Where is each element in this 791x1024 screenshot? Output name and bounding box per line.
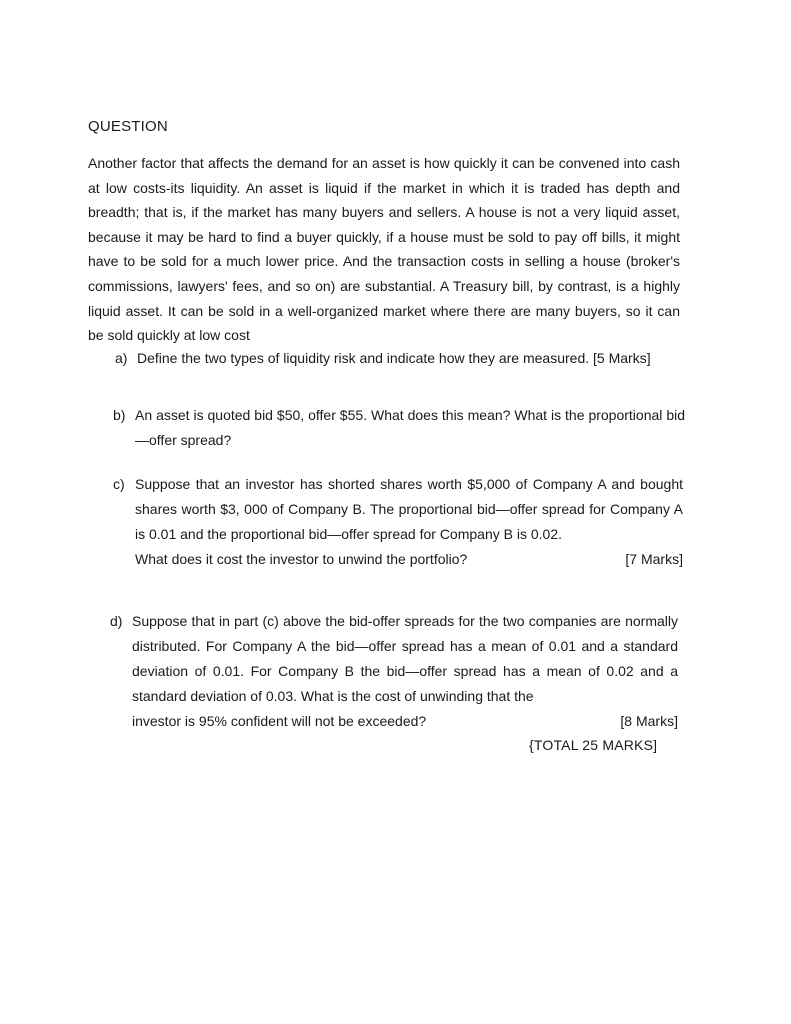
question-a-letter: a): [115, 350, 128, 366]
question-d-text: Suppose that in part (c) above the bid-offer spreads for the two companies are normally distributed. For Company A the bid—offer spread has a mean of 0.01 and a standard deviation of 0.01. For Company B the bid—offer spread has a mean of 0.02 and a standard deviation of 0.03. What is the cost of unwinding that the: [132, 613, 678, 704]
question-c: [113, 472, 683, 572]
question-c-marks: [7 Marks]: [625, 551, 683, 567]
question-c-text: Suppose that an investor has shorted shares worth $5,000 of Company A and bought shares worth $3, 000 of Company B. The proportional bid—offer spread for Company A is 0.01 and the proportional bid—offer spread for Company B is 0.02.: [135, 476, 683, 542]
question-c-last-line: [135, 547, 683, 572]
question-d-marks: [8 Marks]: [620, 713, 678, 729]
question-d-last-line: [132, 709, 678, 734]
question-b: [113, 403, 685, 453]
question-d-body: [132, 609, 678, 734]
question-a-marks: [5 Marks]: [593, 350, 651, 366]
question-a: [115, 346, 690, 371]
question-heading: QUESTION: [88, 118, 168, 135]
question-b-letter: b): [113, 407, 126, 423]
question-b-text: An asset is quoted bid $50, offer $55. What does this mean? What is the proportional bid—offer spread?: [135, 407, 685, 448]
intro-paragraph: Another factor that affects the demand for an asset is how quickly it can be convened into cash at low costs-its liquidity. An asset is liquid if the market in which it is traded has depth and breadth; that is, if the market has many buyers and sellers. A house is not a very liquid asset, because it may be hard to find a buyer quickly, if a house must be sold to pay off bills, it might have to be sold for a much lower price. And the transaction costs in selling a house (broker's commissions, lawyers' fees, and so on) are substantial. A Treasury bill, by contrast, is a highly liquid asset. It can be sold in a well-organized market where there are many buyers, so it can be sold quickly at low cost: [88, 155, 680, 344]
question-c-last-text: What does it cost the investor to unwind the portfolio?: [135, 551, 468, 567]
question-d-letter: d): [110, 613, 123, 629]
total-marks: {TOTAL 25 MARKS]: [529, 737, 658, 753]
question-a-text: Define the two types of liquidity risk and indicate how they are measured.: [137, 350, 590, 366]
question-c-body: [135, 472, 683, 572]
question-c-letter: c): [113, 476, 125, 492]
question-a-body: [137, 346, 690, 371]
question-d: [110, 609, 678, 734]
question-d-last-text: investor is 95% confident will not be exceeded?: [132, 713, 427, 729]
